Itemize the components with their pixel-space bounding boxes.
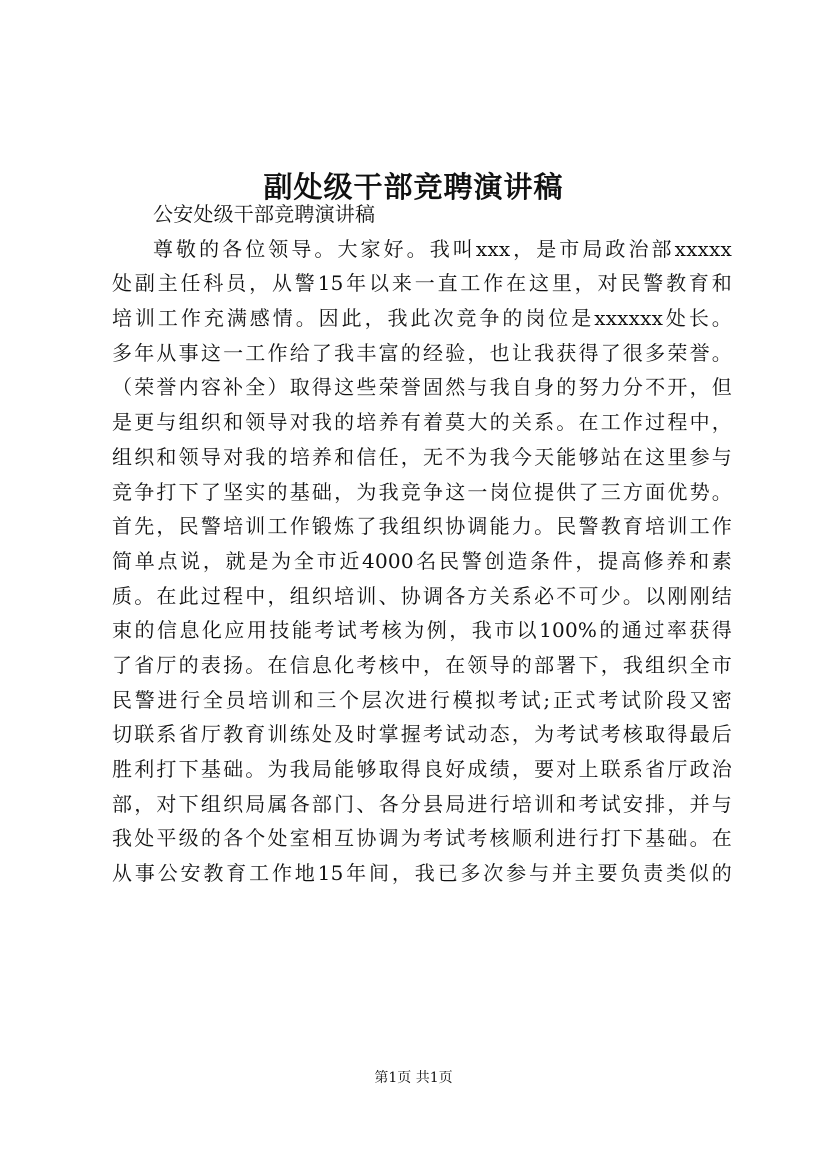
text-line: 竞争打下了坚实的基础，为我竞争这一岗位提供了三方面优势。 <box>112 479 732 504</box>
text-line: 首先，民警培训工作锻炼了我组织协调能力。民警教育培训工作 <box>112 514 732 539</box>
text-line: 部，对下组织局属各部门、各分县局进行培训和考试安排，并与 <box>112 791 732 816</box>
text-line: 束的信息化应用技能考试考核为例，我市以100%的通过率获得 <box>112 618 732 643</box>
text-line: 我处平级的各个处室相互协调为考试考核顺利进行打下基础。在 <box>112 826 732 851</box>
text-line: （荣誉内容补全）取得这些荣誉固然与我自身的努力分不开，但 <box>112 375 732 400</box>
subtitle-line: 公安处级干部竞聘演讲稿 <box>153 202 376 226</box>
text-line: 民警进行全员培训和三个层次进行模拟考试;正式考试阶段又密 <box>112 687 732 712</box>
text-line: 切联系省厅教育训练处及时掌握考试动态，为考试考核取得最后 <box>112 722 732 747</box>
text-line: 组织和领导对我的培养和信任，无不为我今天能够站在这里参与 <box>112 444 732 469</box>
text-line: 从事公安教育工作地15年间，我已多次参与并主要负责类似的 <box>112 861 732 886</box>
text-line: 培训工作充满感情。因此，我此次竞争的岗位是xxxxxx处长。 <box>112 306 732 331</box>
text-line: 胜利打下基础。为我局能够取得良好成绩，要对上联系省厅政治 <box>112 757 732 781</box>
text-line: 处副主任科员，从警15年以来一直工作在这里，对民警教育和 <box>112 271 732 296</box>
text-line: 质。在此过程中，组织培训、协调各方关系必不可少。以刚刚结 <box>112 583 732 608</box>
text-line: 了省厅的表扬。在信息化考核中，在领导的部署下，我组织全市 <box>112 652 732 677</box>
text-line: 是更与组织和领导对我的培养有着莫大的关系。在工作过程中， <box>112 410 732 435</box>
page-title: 副处级干部竞聘演讲稿 <box>263 170 564 205</box>
text-line: 尊敬的各位领导。大家好。我叫xxx，是市局政治部xxxxx <box>153 236 732 261</box>
text-line: 多年从事这一工作给了我丰富的经验，也让我获得了很多荣誉。 <box>112 340 732 365</box>
document-body <box>112 197 732 891</box>
page-footer: 第1页 共1页 <box>374 1070 453 1086</box>
text-line: 简单点说，就是为全市近4000名民警创造条件，提高修养和素 <box>112 548 732 573</box>
